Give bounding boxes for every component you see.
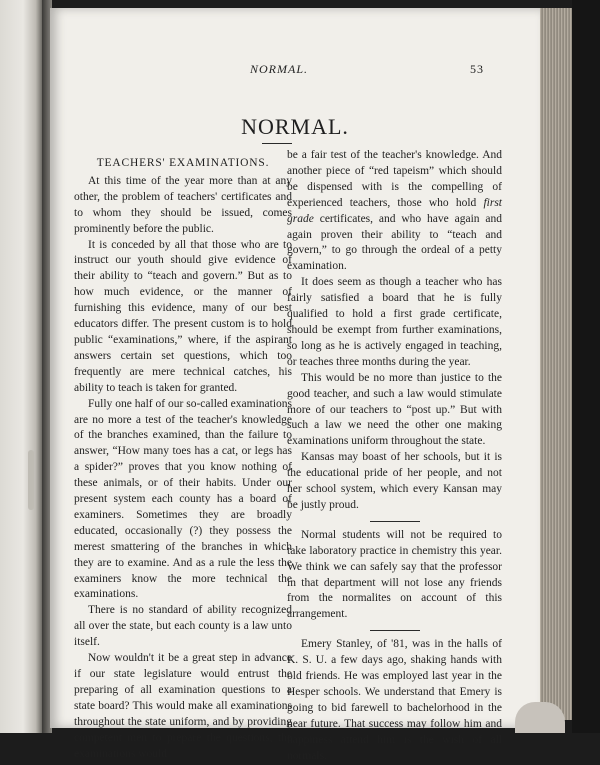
- continued-text: be a fair test of the teacher's knowledge. And another piece of “red tapeism” which should be dispensed with is the compelling of experienced teachers, those who hold: [287, 149, 502, 209]
- background-edge: [572, 0, 600, 733]
- paragraph: Now wouldn't it be a great step in advance if our state legislature would entrust the preparing of all examination questions to a state board? This would make all examinations throughout the state uniform, and by providing competent men to prepare the questions, the examinations would: [74, 652, 292, 760]
- page-title: NORMAL.: [241, 114, 349, 139]
- left-column: [74, 156, 292, 762]
- emphasis-text: first grade: [287, 196, 502, 225]
- page-number: 53: [470, 62, 484, 76]
- running-head-title: NORMAL.: [250, 62, 308, 76]
- paragraph: It is conceded by all that those who are to instruct our youth should give evidence of their ability to “teach and govern.” But as to how much evidence, or the manner of furnishing this evidence, many of our best educators differ. The present custom is to hold public “examinations,” where, if the aspirant answers certain set questions, which too frequently are mere technical catches, his ability to teach is taken for granted.: [74, 238, 292, 394]
- title-rule: [262, 143, 292, 144]
- right-column: [287, 148, 502, 765]
- thumb: [515, 702, 565, 733]
- binding-clip: [28, 450, 34, 510]
- paragraph: It does seem as though a teacher who has fairly satisfied a board that he is fully qualified to hold a first grade certificate, should be exempt from further examinations, so long as he is actively engaged in teaching, or teaches three months during the year.: [287, 276, 502, 368]
- section-rule: [370, 521, 420, 522]
- news-note: Normal students will not be required to take laboratory practice in chemistry this year. We think we can safely say that the professor in that department will not lose any friends from the normalites on account of this arrangement.: [287, 528, 502, 621]
- section-heading: TEACHERS' EXAMINATIONS.: [96, 157, 270, 169]
- news-note: Emery Stanley, of '81, was in the halls of K. S. U. a few days ago, shaking hands with old friends. He was employed last year in the Hesper schools. We understand that Emery is going to bid farewell to bachelorhood in the near future. That success may follow him and happiness attend him is the wish of all normals.: [287, 638, 502, 762]
- book-page: [50, 8, 540, 762]
- paragraph: Kansas may boast of her schools, but it is the educational pride of her people, and not her school system, which every Kansan may be justly proud.: [287, 451, 502, 511]
- paragraph: Fully one half of our so-called examinations are no more a test of the teacher's knowledge of the branches examined, than the failure to answer, “How many toes has a cat, or legs has a spider?” proves that you know nothing of these animals, or of their habits. Under our present system each county has a board of examiners. Sometimes they are broadly educated, occasionally (?) they possess the merest smattering of the branches in which they are to examine. And as a rule the less the examiners know the more technical the examinations.: [74, 397, 292, 601]
- paragraph-continued: [287, 148, 502, 275]
- section-rule: [370, 630, 420, 631]
- facing-page-edge: [0, 0, 42, 733]
- paragraph: There is no standard of ability recognized all over the state, but each county is a law unto itself.: [74, 604, 292, 649]
- page-block-edge: [540, 8, 572, 720]
- paragraph: At this time of the year more than at any other, the problem of teachers' certificates and to whom they should be issued, comes prominently before the public.: [74, 174, 292, 235]
- paragraph: This would be no more than justice to the good teacher, and such a law would stimulate more of our teachers to “post up.” But with such a law we need the other one making examinations uniform throughout the state.: [287, 371, 502, 448]
- continued-text-end: certificates, and who have again and again proven their ability to “teach and govern,” to go through the ordeal of a petty examination.: [287, 212, 503, 273]
